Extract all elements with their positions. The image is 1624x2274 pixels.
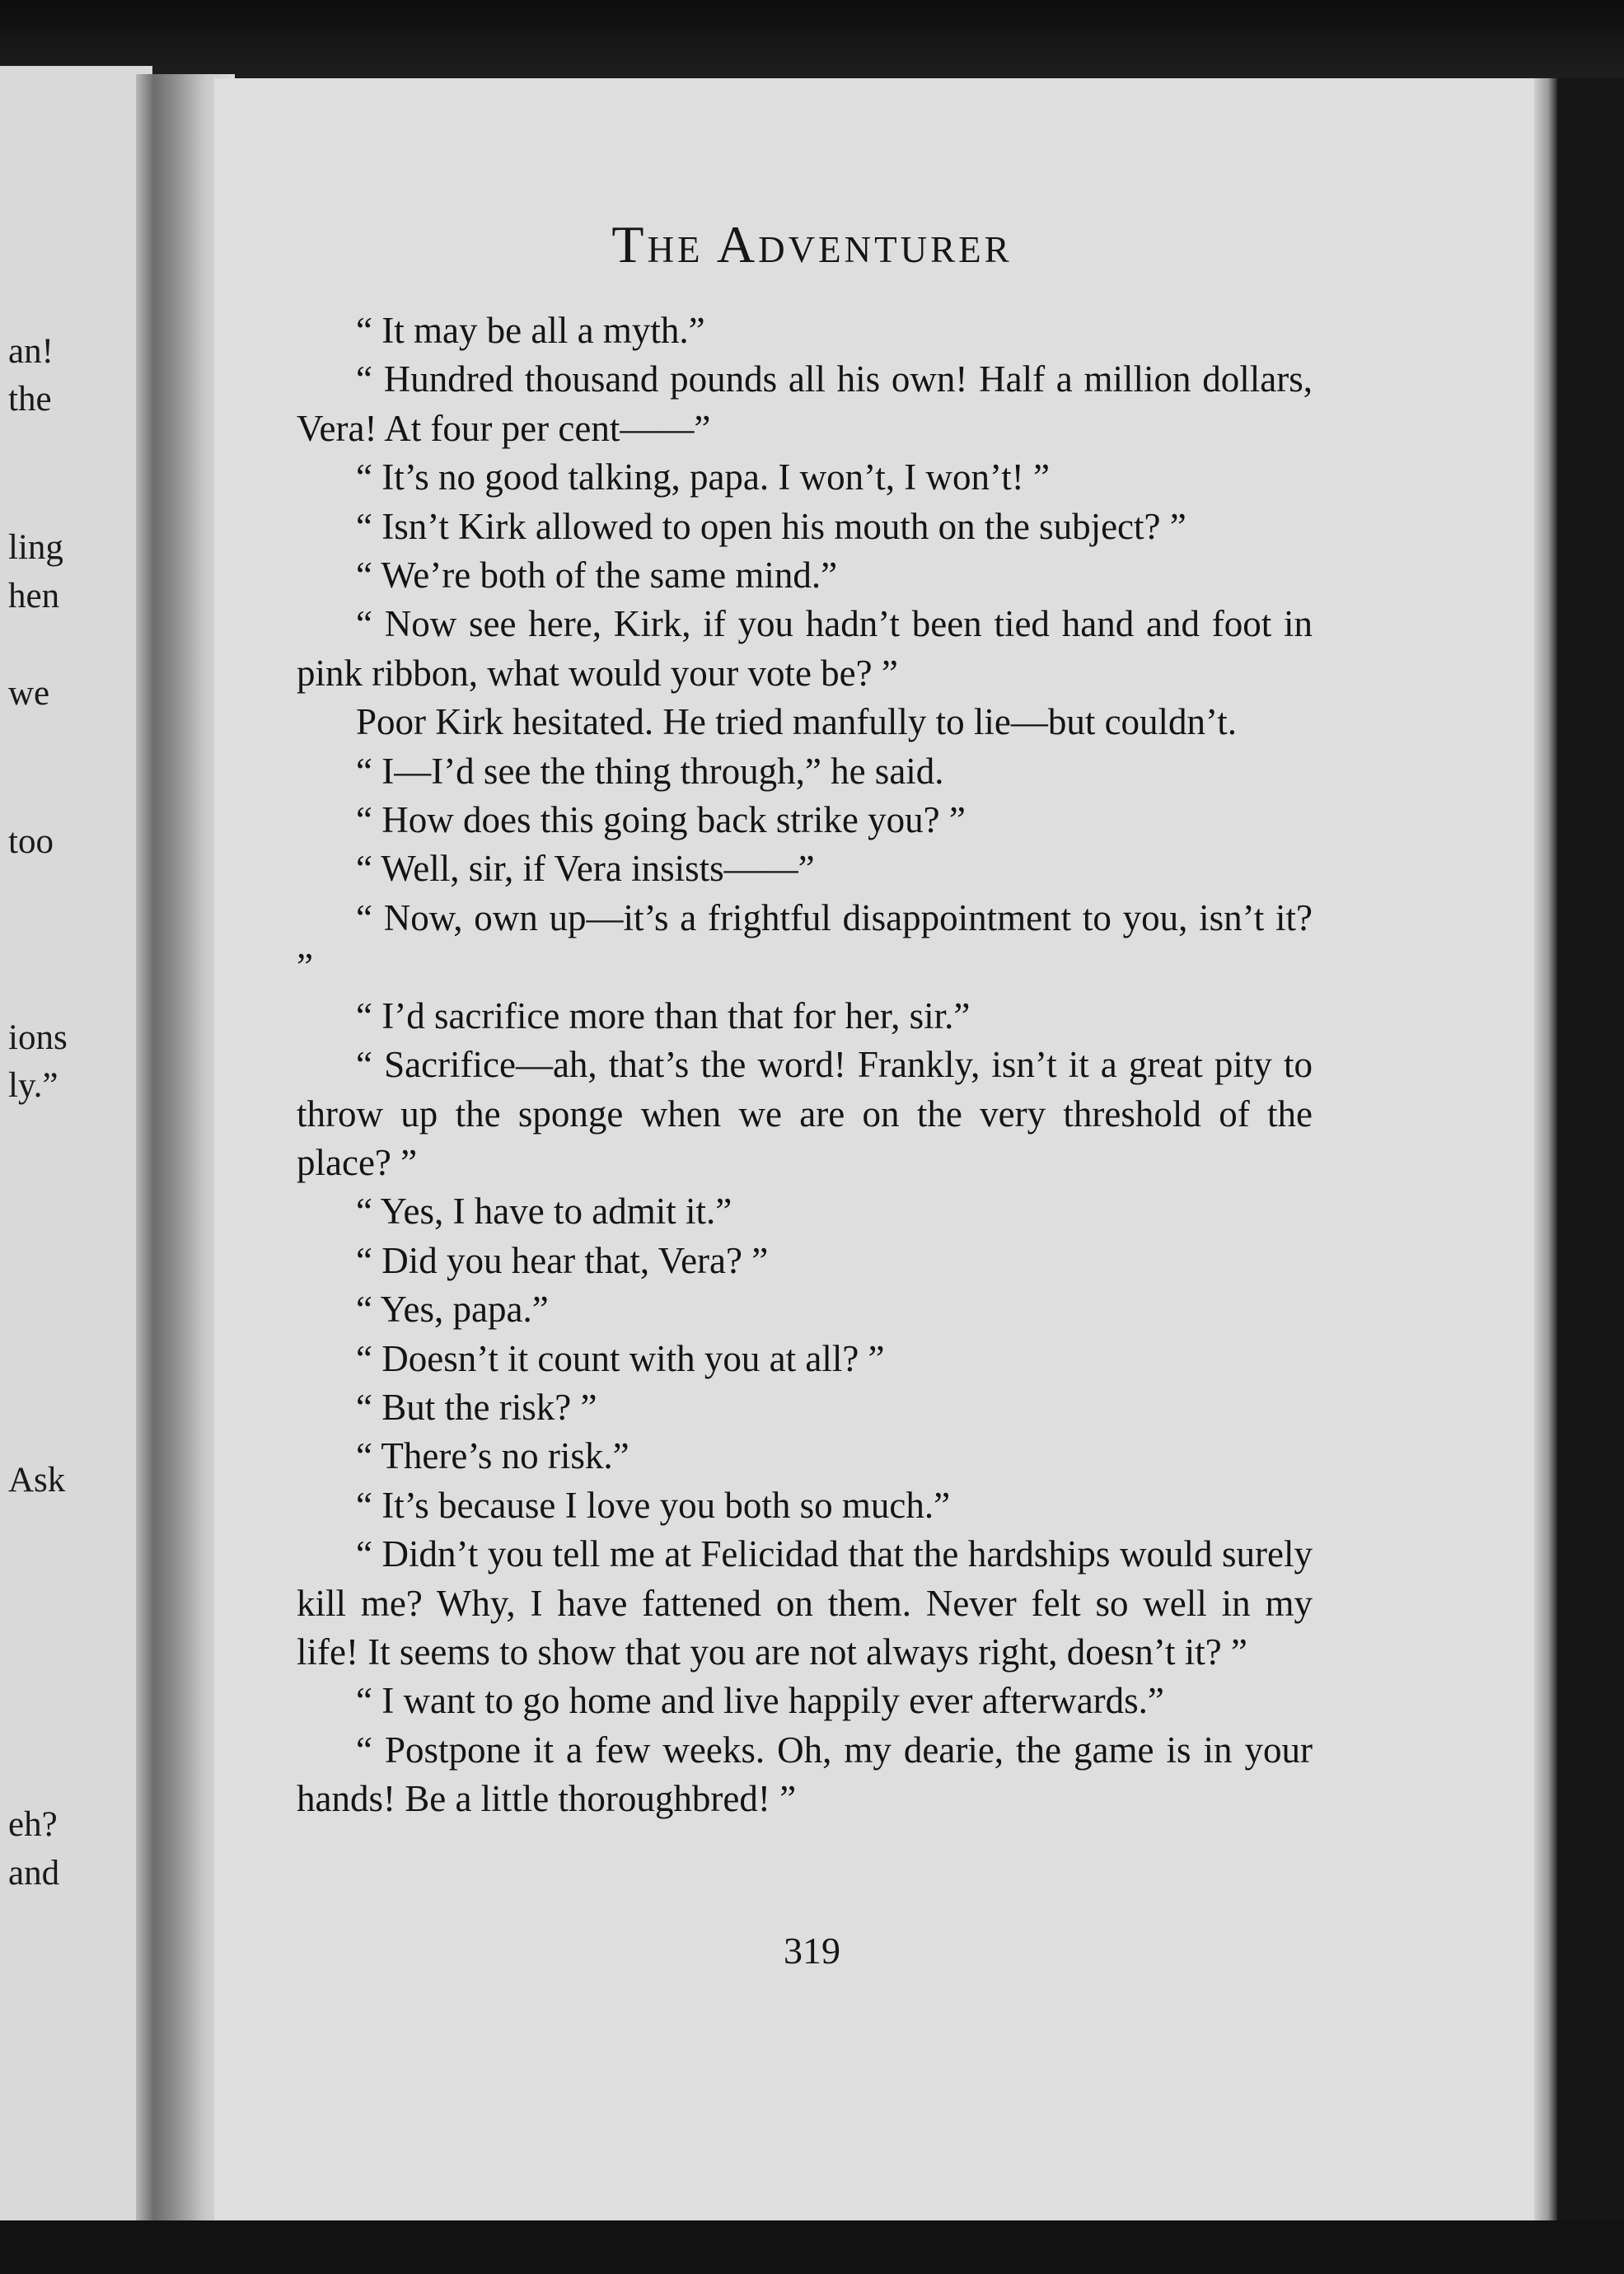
paragraph: “ Hundred thousand pounds all his own! Half a million dollars, Vera! At four per cent——” bbox=[297, 358, 1313, 449]
paragraph: “ I want to go home and live happily ever afterwards.” bbox=[356, 1680, 1164, 1722]
paragraph: “ Did you hear that, Vera? ” bbox=[356, 1239, 769, 1281]
facing-page-fragment: too bbox=[8, 822, 54, 861]
facing-page-fragment: we bbox=[8, 674, 50, 713]
paragraph: “ It may be all a myth.” bbox=[356, 310, 705, 351]
paragraph: “ Yes, I have to admit it.” bbox=[356, 1191, 732, 1233]
facing-page-fragment: Ask bbox=[8, 1461, 66, 1500]
paragraph: “ How does this going back strike you? ” bbox=[356, 799, 966, 841]
page-edge bbox=[1534, 78, 1557, 2220]
paragraph: “ I—I’d see the thing through,” he said. bbox=[356, 750, 944, 792]
paragraph: “ Well, sir, if Vera insists——” bbox=[356, 848, 815, 890]
page-number: 319 bbox=[784, 1930, 840, 1972]
paragraph: “ Isn’t Kirk allowed to open his mouth on the subject? ” bbox=[356, 505, 1186, 547]
facing-page-fragment: hen bbox=[8, 577, 60, 615]
facing-page bbox=[0, 66, 152, 2220]
paragraph: Poor Kirk hesitated. He tried manfully to lie—but couldn’t. bbox=[356, 701, 1237, 743]
facing-page-fragment: an! bbox=[8, 332, 54, 371]
facing-page-fragment: and bbox=[8, 1854, 60, 1893]
facing-page-fragment: ling bbox=[8, 528, 63, 567]
paragraph: “ Postpone it a few weeks. Oh, my dearie, the game is in your hands! Be a little thoroughbred! ” bbox=[297, 1729, 1313, 1820]
facing-page-fragment: ly.” bbox=[8, 1066, 59, 1105]
paragraph: “ Now see here, Kirk, if you hadn’t been tied hand and foot in pink ribbon, what would your vote be? ” bbox=[297, 603, 1313, 694]
paragraph: “ We’re both of the same mind.” bbox=[356, 554, 838, 597]
paragraph: “ It’s because I love you both so much.” bbox=[356, 1484, 951, 1526]
scan-background-bottom bbox=[0, 2220, 1624, 2274]
paragraph: “ It’s no good talking, papa. I won’t, I won’t! ” bbox=[356, 456, 1050, 498]
paragraph: “ There’s no risk.” bbox=[356, 1435, 629, 1477]
paragraph: “ Now, own up—it’s a frightful disappointment to you, isn’t it? ” bbox=[297, 896, 1313, 988]
paragraph: “ Yes, papa.” bbox=[356, 1289, 549, 1331]
facing-page-fragment: the bbox=[8, 380, 52, 419]
facing-page-fragment: eh? bbox=[8, 1805, 58, 1844]
paragraph: “ Sacrifice—ah, that’s the word! Frankly, isn’t it a great pity to throw up the sponge when we are on the very threshold of the place? ” bbox=[297, 1044, 1313, 1183]
paragraph: “ Didn’t you tell me at Felicidad that the hardships would surely kill me? Why, I have fattened on them. Never felt so well in my life! It seems to show that you are not always right, doesn’t it? ” bbox=[297, 1533, 1313, 1673]
running-head: The Adventurer bbox=[611, 215, 1013, 274]
scan-background-top bbox=[0, 0, 1624, 78]
paragraph: “ But the risk? ” bbox=[356, 1386, 597, 1428]
page-body-text bbox=[297, 306, 1313, 1824]
paragraph: “ I’d sacrifice more than that for her, sir.” bbox=[356, 994, 971, 1036]
paragraph: “ Doesn’t it count with you at all? ” bbox=[356, 1337, 885, 1379]
facing-page-fragment: ions bbox=[8, 1018, 68, 1057]
